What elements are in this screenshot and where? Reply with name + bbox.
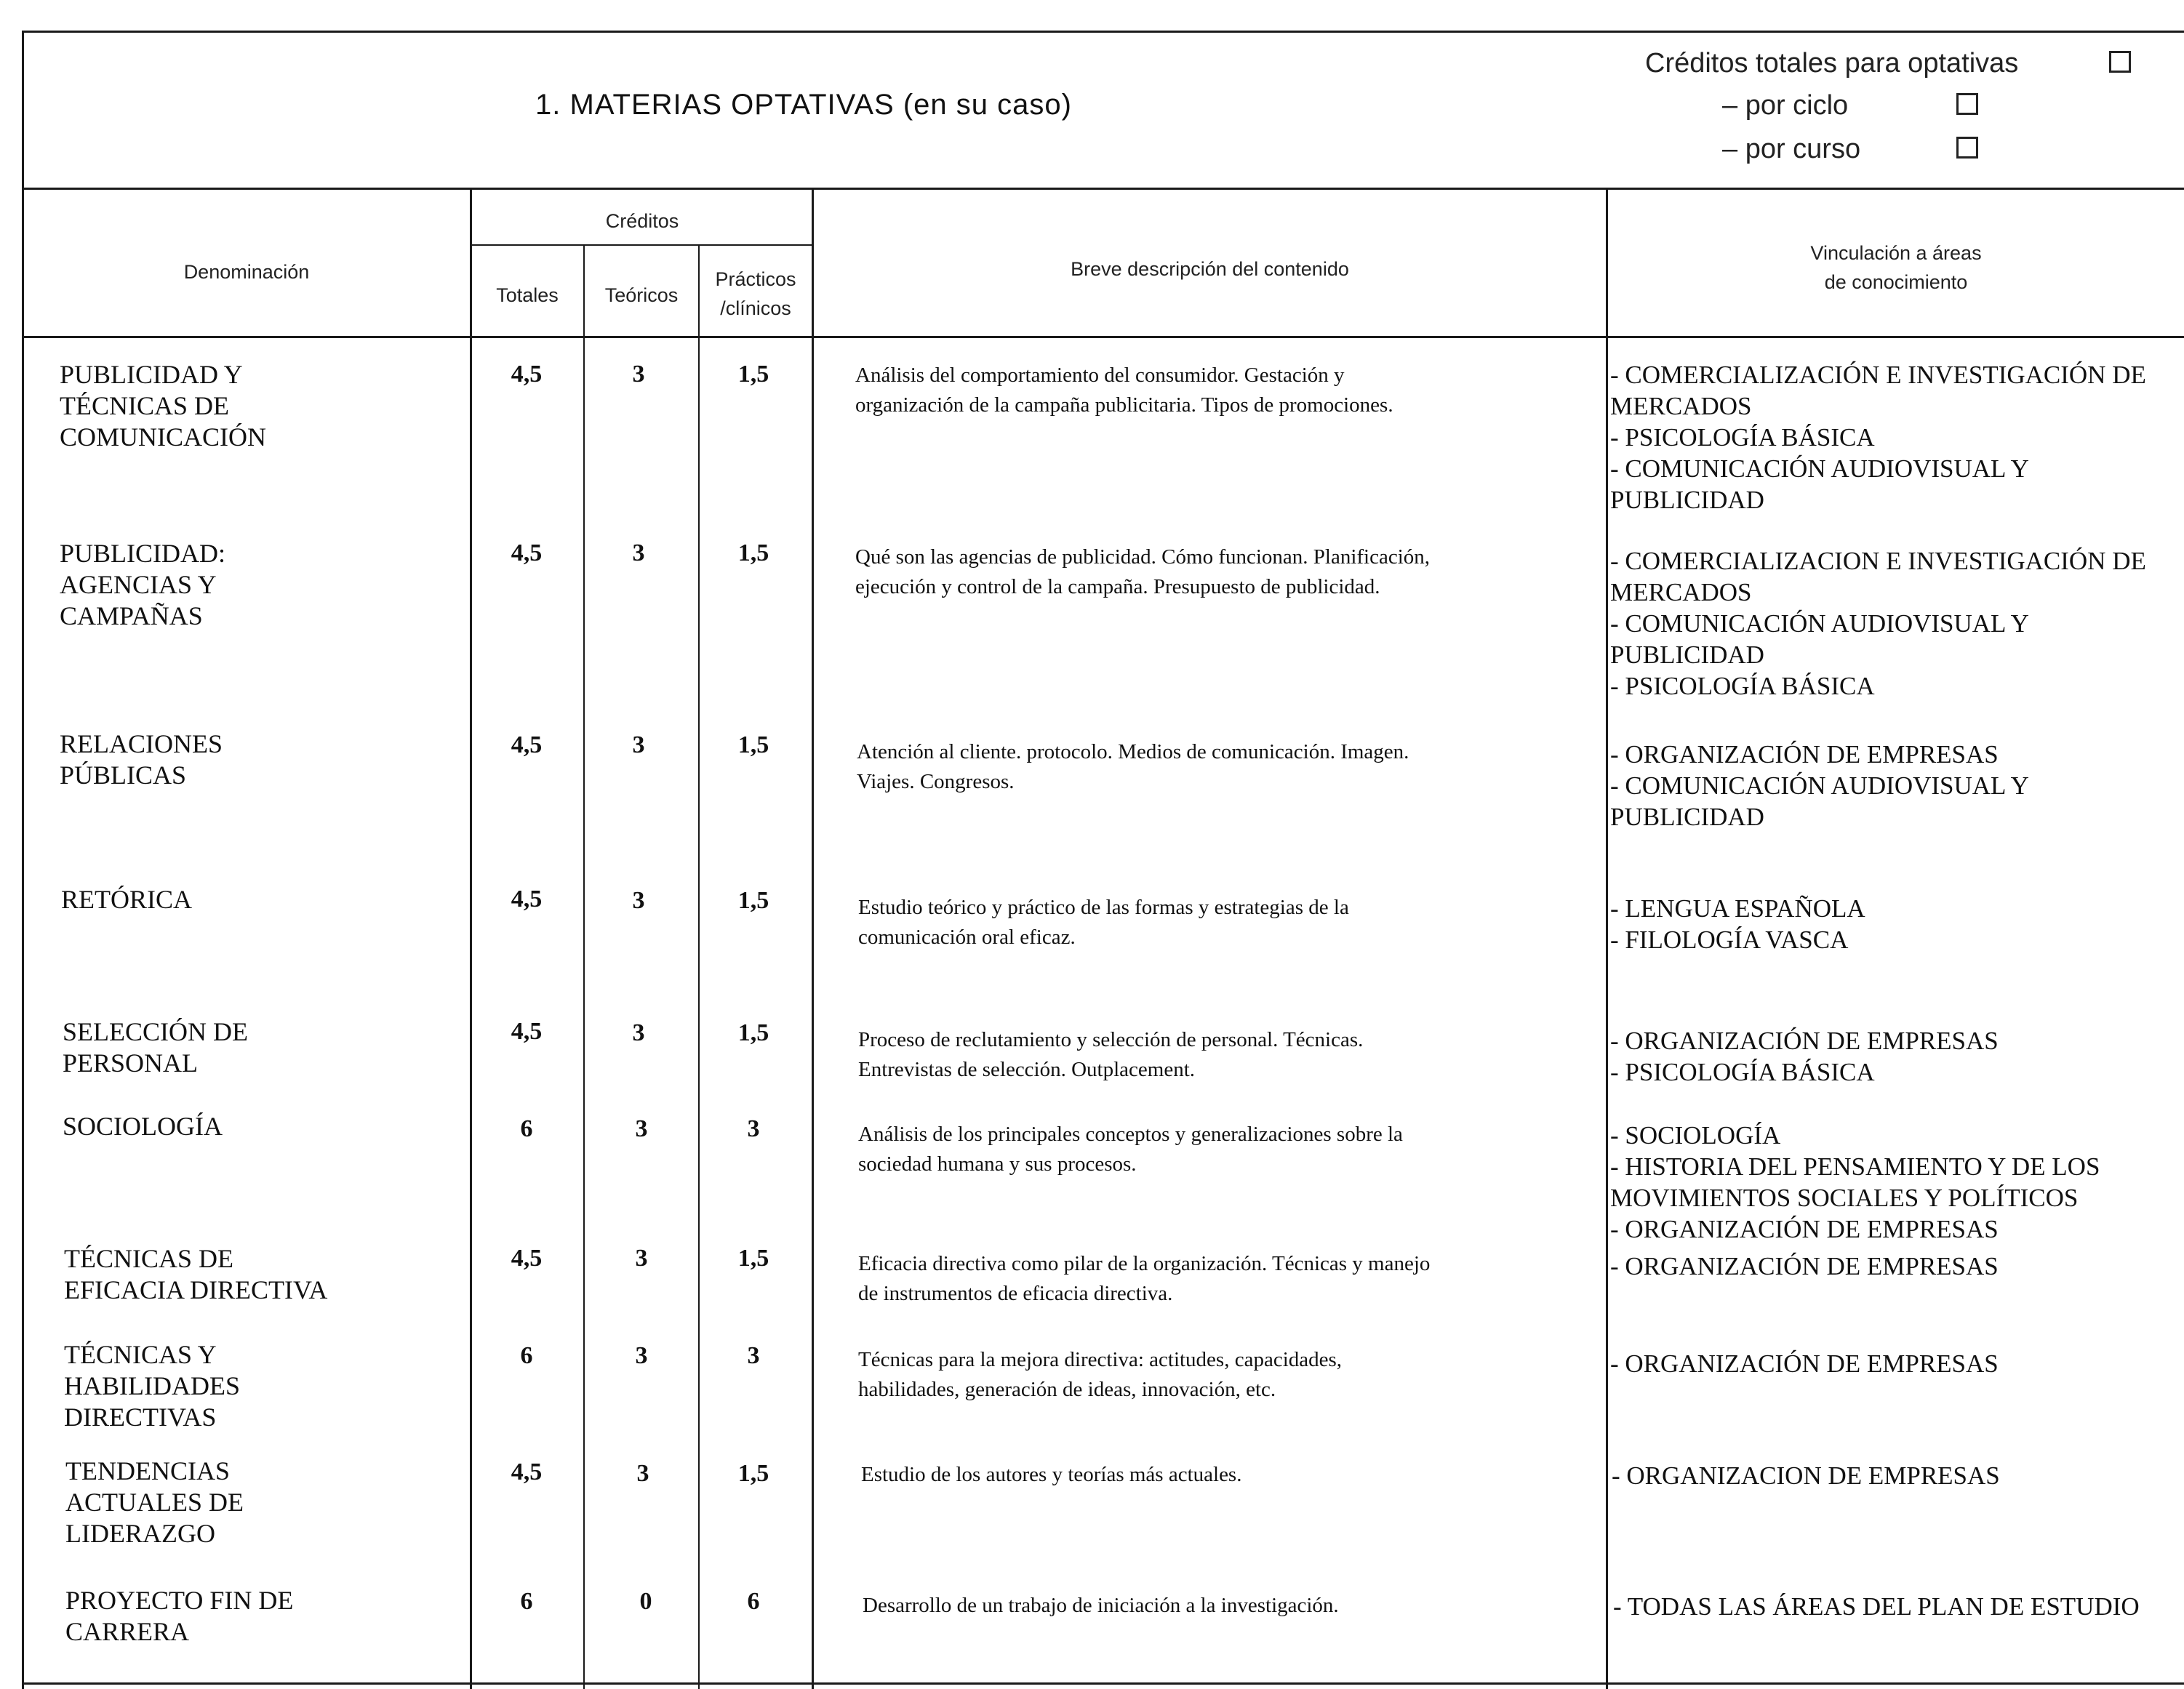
- option-label-ciclo: – por ciclo: [1722, 90, 1849, 121]
- col-divider-4: [812, 188, 814, 1689]
- totales-cell: 4,5: [511, 731, 543, 758]
- checkbox-total[interactable]: [2109, 51, 2131, 73]
- areas-cell: - ORGANIZACION DE EMPRESAS: [1612, 1461, 2000, 1490]
- descripcion-cell: Análisis del comportamiento del consumidor. Gestación y organización de la campaña publicitaria. Tipos de promociones.: [855, 364, 1393, 417]
- option-label-total: Créditos totales para optativas: [1645, 48, 2019, 79]
- teoricos-cell: 3: [632, 887, 645, 914]
- practicos-cell: 3: [747, 1342, 760, 1369]
- totales-cell: 4,5: [511, 539, 543, 566]
- descripcion-cell: Técnicas para la mejora directiva: actitudes, capacidades, habilidades, generación de ideas, innovación, etc.: [858, 1348, 1343, 1401]
- areas-cell: - ORGANIZACIÓN DE EMPRESAS - PSICOLOGÍA BÁSICA: [1610, 1027, 1999, 1086]
- denominacion-cell: RETÓRICA: [61, 885, 192, 914]
- col-divider-2: [583, 244, 585, 1689]
- frame-top-line: [22, 31, 2184, 33]
- denominacion-cell: TÉCNICAS Y HABILIDADES DIRECTIVAS: [64, 1340, 240, 1432]
- teoricos-cell: 3: [635, 1115, 648, 1142]
- practicos-cell: 3: [747, 1115, 760, 1142]
- denominacion-cell: TÉCNICAS DE EFICACIA DIRECTIVA: [64, 1244, 328, 1304]
- totales-cell: 6: [520, 1588, 533, 1615]
- totales-cell: 4,5: [511, 1018, 543, 1045]
- teoricos-cell: 0: [639, 1588, 652, 1615]
- denominacion-cell: PUBLICIDAD Y TÉCNICAS DE COMUNICACIÓN: [60, 360, 267, 452]
- denominacion-cell: SOCIOLOGÍA: [63, 1112, 223, 1141]
- table-bottom-line: [22, 1682, 2184, 1685]
- denominacion-cell: PROYECTO FIN DE CARRERA: [65, 1586, 294, 1646]
- areas-cell: - ORGANIZACIÓN DE EMPRESAS: [1610, 1252, 1999, 1280]
- creditos-sub-line: [471, 244, 813, 246]
- totales-cell: 6: [520, 1342, 533, 1369]
- header-practicos: Prácticos /clínicos: [715, 268, 796, 319]
- teoricos-cell: 3: [632, 361, 645, 388]
- descripcion-cell: Eficacia directiva como pilar de la organización. Técnicas y manejo de instrumentos de eficacia directiva.: [858, 1252, 1431, 1305]
- header-teoricos: Teóricos: [604, 284, 679, 306]
- denominacion-cell: PUBLICIDAD: AGENCIAS Y CAMPAÑAS: [60, 539, 226, 630]
- teoricos-cell: 3: [632, 731, 645, 758]
- practicos-cell: 1,5: [737, 1245, 769, 1272]
- teoricos-cell: 3: [635, 1342, 648, 1369]
- areas-cell: - LENGUA ESPAÑOLA - FILOLOGÍA VASCA: [1610, 894, 1865, 954]
- denominacion-cell: TENDENCIAS ACTUALES DE LIDERAZGO: [65, 1456, 244, 1548]
- descripcion-cell: Proceso de reclutamiento y selección de personal. Técnicas. Entrevistas de selección. Outplacement.: [858, 1028, 1364, 1081]
- col-divider-3: [698, 244, 700, 1689]
- descripcion-cell: Estudio de los autores y teorías más actuales.: [861, 1463, 1242, 1486]
- totales-cell: 4,5: [511, 361, 543, 388]
- practicos-cell: 1,5: [737, 887, 769, 914]
- col-divider-1: [470, 188, 472, 1689]
- practicos-cell: 1,5: [737, 1019, 769, 1046]
- practicos-cell: 1,5: [737, 1460, 769, 1487]
- teoricos-cell: 3: [635, 1245, 648, 1272]
- descripcion-cell: Atención al cliente. protocolo. Medios de comunicación. Imagen. Viajes. Congresos.: [857, 740, 1409, 793]
- descripcion-cell: Análisis de los principales conceptos y generalizaciones sobre la sociedad humana y sus procesos.: [858, 1123, 1403, 1176]
- teoricos-cell: 3: [636, 1460, 649, 1487]
- practicos-cell: 1,5: [737, 731, 769, 758]
- descripcion-cell: Estudio teórico y práctico de las formas y estrategias de la comunicación oral eficaz.: [858, 896, 1349, 949]
- header-totales: Totales: [496, 284, 559, 306]
- descripcion-cell: Qué son las agencias de publicidad. Cómo funcionan. Planificación, ejecución y control de la campaña. Presupuesto de publicidad.: [855, 545, 1431, 598]
- totales-cell: 6: [520, 1115, 533, 1142]
- checkbox-ciclo[interactable]: [1956, 93, 1978, 115]
- header-creditos: Créditos: [605, 210, 679, 232]
- areas-cell: - TODAS LAS ÁREAS DEL PLAN DE ESTUDIO: [1613, 1592, 2140, 1621]
- areas-cell: - ORGANIZACIÓN DE EMPRESAS - COMUNICACIÓN AUDIOVISUAL Y PUBLICIDAD: [1610, 740, 2029, 831]
- denominacion-cell: SELECCIÓN DE PERSONAL: [63, 1017, 248, 1078]
- header-vinculacion: Vinculación a áreas de conocimiento: [1810, 242, 1982, 293]
- checkbox-curso[interactable]: [1956, 137, 1978, 159]
- col-divider-5: [1606, 188, 1608, 1689]
- areas-cell: - ORGANIZACIÓN DE EMPRESAS: [1610, 1349, 1999, 1378]
- teoricos-cell: 3: [632, 539, 645, 566]
- column-header-bottom-line: [22, 336, 2184, 338]
- header-bottom-line: [22, 188, 2184, 190]
- descripcion-cell: Desarrollo de un trabajo de iniciación a la investigación.: [863, 1594, 1339, 1617]
- practicos-cell: 1,5: [737, 539, 769, 566]
- practicos-cell: 6: [747, 1588, 760, 1615]
- denominacion-cell: RELACIONES PÚBLICAS: [60, 729, 223, 790]
- header-denominacion: Denominación: [183, 261, 310, 283]
- totales-cell: 4,5: [511, 886, 543, 912]
- option-label-curso: – por curso: [1722, 134, 1861, 164]
- areas-cell: - COMERCIALIZACIÓN E INVESTIGACIÓN DE MERCADOS - PSICOLOGÍA BÁSICA - COMUNICACIÓN AUDIOVISUAL Y PUBLICIDAD: [1610, 361, 2146, 514]
- areas-cell: - SOCIOLOGÍA - HISTORIA DEL PENSAMIENTO Y DE LOS MOVIMIENTOS SOCIALES Y POLÍTICOS - ORGANIZACIÓN DE EMPRESAS: [1610, 1121, 2100, 1243]
- section-title: 1. MATERIAS OPTATIVAS (en su caso): [535, 89, 1072, 121]
- practicos-cell: 1,5: [737, 361, 769, 388]
- teoricos-cell: 3: [632, 1019, 645, 1046]
- header-descripcion: Breve descripción del contenido: [1071, 258, 1349, 280]
- totales-cell: 4,5: [511, 1459, 543, 1485]
- areas-cell: - COMERCIALIZACION E INVESTIGACIÓN DE MERCADOS - COMUNICACIÓN AUDIOVISUAL Y PUBLICIDAD - PSICOLOGÍA BÁSICA: [1610, 547, 2146, 700]
- totales-cell: 4,5: [511, 1245, 543, 1272]
